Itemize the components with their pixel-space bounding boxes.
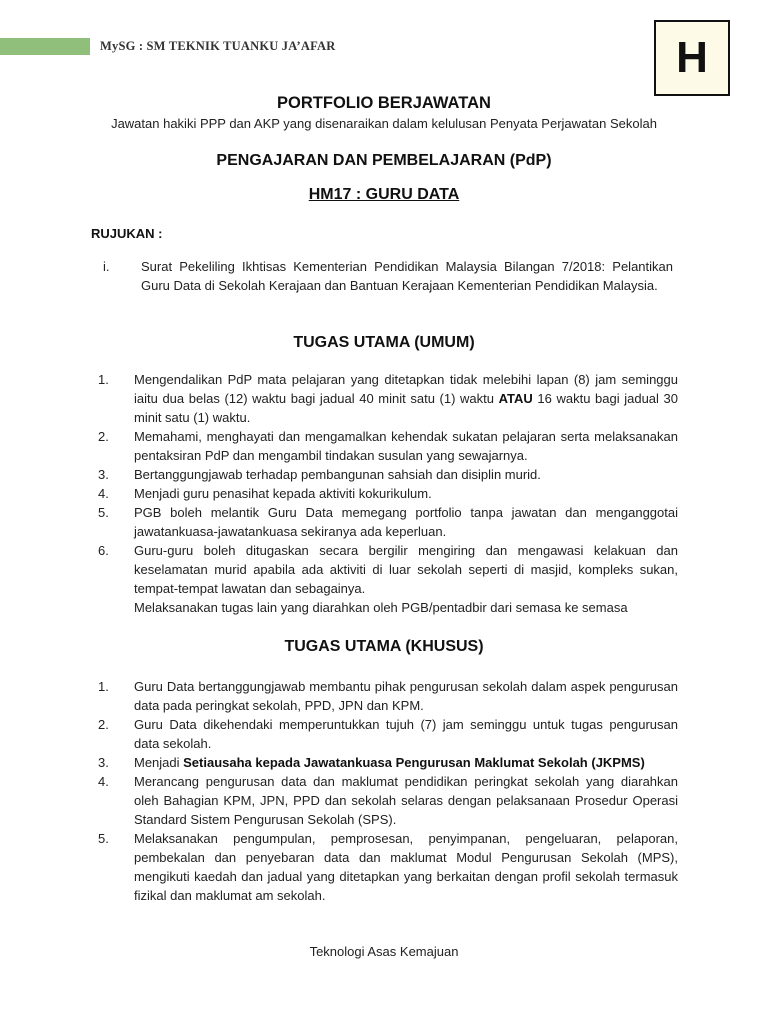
list-item-text: Menjadi guru penasihat kepada aktiviti kokurikulum.	[134, 486, 432, 501]
umum-list	[98, 370, 678, 617]
list-item-text: Menjadi	[134, 755, 184, 770]
rujukan-item	[103, 257, 673, 295]
list-item-emphasis: Setiausaha kepada Jawatankuasa Pengurusan Maklumat Sekolah (JKPMS)	[183, 755, 645, 770]
list-item-number: 3.	[98, 755, 109, 770]
khusus-heading: TUGAS UTAMA (KHUSUS)	[284, 638, 484, 655]
list-item-number: 6.	[98, 543, 109, 558]
list-item	[98, 503, 678, 541]
list-item-number: 5.	[98, 505, 109, 520]
list-item-text: Guru-guru boleh ditugaskan secara bergilir mengiring dan mengawasi kelakuan dan keselamatan murid apabila ada aktiviti di luar sekolah seperti di masjid, kompleks sukan, tempat-tempat lawatan dan sebagainya.	[134, 543, 678, 596]
list-item	[98, 829, 678, 905]
list-item-number: 2.	[98, 429, 109, 444]
list-item-emphasis: ATAU	[498, 391, 533, 406]
list-item-text: Memahami, menghayati dan mengamalkan kehendak sukatan pelajaran serta melaksanakan pentaksiran PdP dan mengambil tindakan susulan yang sewajarnya.	[134, 429, 678, 463]
list-item-text: Melaksanakan pengumpulan, pemprosesan, penyimpanan, pengeluaran, pelaporan, pembekalan dan penyebaran data dan maklumat Modul Pengurusan Sekolah (MPS), mengikuti kaedah dan jadual yang ditetapkan yang berkaitan dengan profil sekolah termasuk fizikal dan maklumat am sekolah.	[134, 831, 678, 903]
header-accent-bar	[0, 38, 90, 55]
list-item	[98, 465, 678, 484]
school-name: MySG : SM TEKNIK TUANKU JA’AFAR	[100, 39, 336, 53]
list-item-text: Mengendalikan PdP mata pelajaran yang ditetapkan tidak melebihi lapan (8) jam seminggu iaitu dua belas (12) waktu bagi jadual 40 minit satu (1) waktu	[134, 372, 678, 406]
khusus-list	[98, 677, 678, 905]
list-item	[98, 370, 678, 427]
list-item	[98, 427, 678, 465]
rujukan-item-number: i.	[103, 259, 110, 274]
umum-heading: TUGAS UTAMA (UMUM)	[293, 334, 475, 351]
list-item-extra: Melaksanakan tugas lain yang diarahkan oleh PGB/pentadbir dari semasa ke semasa	[134, 600, 628, 615]
list-item-number: 1.	[98, 679, 109, 694]
list-item	[98, 715, 678, 753]
grade-letter-box: H	[654, 20, 730, 96]
rujukan-heading: RUJUKAN :	[91, 226, 163, 241]
list-item	[98, 677, 678, 715]
list-item	[98, 484, 678, 503]
footer-motto: Teknologi Asas Kemajuan	[309, 944, 459, 959]
document-subtitle: Jawatan hakiki PPP dan AKP yang disenaraikan dalam kelulusan Penyata Perjawatan Sekolah	[111, 116, 657, 131]
list-item	[98, 753, 678, 772]
list-item	[98, 772, 678, 829]
rujukan-item-text: Surat Pekeliling Ikhtisas Kementerian Pendidikan Malaysia Bilangan 7/2018: Pelantikan Guru Data di Sekolah Kerajaan dan Bantuan Kerajaan Kementerian Pendidikan Malaysia.	[141, 259, 673, 293]
list-item-number: 2.	[98, 717, 109, 732]
list-item	[98, 541, 678, 598]
list-item-text: Bertanggungjawab terhadap pembangunan sahsiah dan disiplin murid.	[134, 467, 541, 482]
list-item-text: 16 waktu bagi jadual 30 minit satu (1) waktu.	[134, 391, 678, 425]
post-code-title: HM17 : GURU DATA	[308, 186, 460, 203]
list-item-text: Merancang pengurusan data dan maklumat pendidikan peringkat sekolah yang diarahkan oleh Bahagian KPM, JPN, PPD dan sekolah selaras dengan pelaksanaan Prosedur Operasi Standard Sistem Pengurusan Sekolah (SPS).	[134, 774, 678, 827]
list-item-text: Guru Data bertanggungjawab membantu pihak pengurusan sekolah dalam aspek pengurusan data pada peringkat sekolah, PPD, JPN dan KPM.	[134, 679, 678, 713]
list-item-number: 3.	[98, 467, 109, 482]
list-item-number: 4.	[98, 774, 109, 789]
list-item-text: Guru Data dikehendaki memperuntukkan tujuh (7) jam seminggu untuk tugas pengurusan data sekolah.	[134, 717, 678, 751]
section-title: PENGAJARAN DAN PEMBELAJARAN (PdP)	[216, 152, 552, 169]
document-title: PORTFOLIO BERJAWATAN	[277, 94, 491, 112]
list-item-number: 5.	[98, 831, 109, 846]
list-item-number: 1.	[98, 372, 109, 387]
list-item-number: 4.	[98, 486, 109, 501]
list-item-text: PGB boleh melantik Guru Data memegang portfolio tanpa jawatan dan menganggotai jawatankuasa-jawatankuasa sekiranya ada keperluan.	[134, 505, 678, 539]
